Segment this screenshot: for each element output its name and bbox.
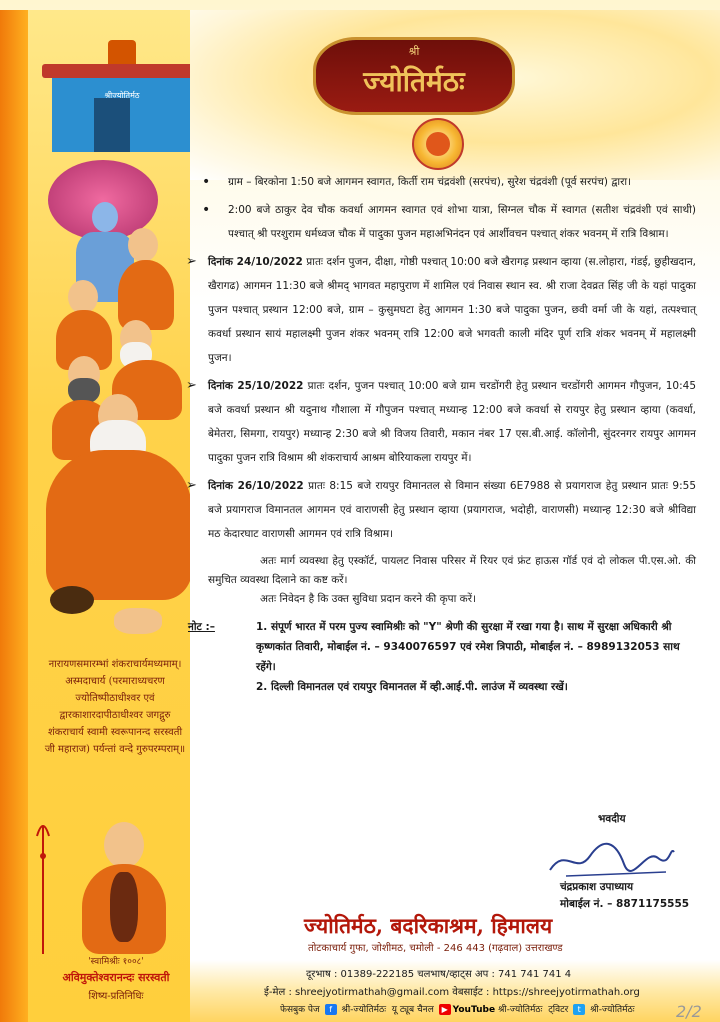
logo-title: ज्योतिर्मठः	[363, 65, 465, 98]
youtube-link[interactable]: श्री-ज्योतिर्मठः	[497, 1005, 543, 1015]
footer-email: ई-मेल : shreejyotirmathah@gmail.com वेबसाईट : https://shreejyotirmathah.org	[264, 987, 640, 998]
feet-detail	[114, 608, 162, 634]
left-saffron-strip	[0, 10, 28, 1022]
math-seal-icon	[412, 118, 464, 170]
portrait-caption-title: 'स्वामिश्रीः १००८'	[88, 957, 144, 967]
list-item: • 2:00 बजे ठाकुर देव चौक कवर्धा आगमन स्वागत एवं शोभा यात्रा, सिग्नल चौक में स्वागत (सतीश चंद्रवंशी एवं साथी) पश्चात् श्री परशुराम धर्मध्वज चौक में पादुका पुजन महाअभिनंदन एवं आर्शीवचन पश्चात् शंकर भवनम् में रात्रि विश्राम।	[186, 198, 696, 246]
page-number: 2/2	[676, 1002, 702, 1021]
note-item-1: 1. संपूर्ण भारत में परम पुज्य स्वामिश्रीः को "Y" श्रेणी की सुरक्षा में रखा गया है। साथ में सुरक्षा अधिकारी श्री कृष्णकांत तिवारी, मोबाईल नं. – 9340076597 एवं रमेश त्रिपाठी, मोबाईल नं. – 8989132053 साथ रहेंगे।	[256, 621, 680, 673]
bullet-icon: •	[202, 202, 211, 218]
note-label: नोट :–	[188, 621, 215, 633]
successor-portrait	[76, 816, 172, 956]
logo-sri: श्री	[408, 45, 420, 58]
itinerary-day: ➢ दिनांक 25/10/2022 प्रातः दर्शन, पुजन पश्चात् 10:00 बजे ग्राम चरडोंगरी हेतु प्रस्थान चरडोंगरी आगमन गौपुजन, 10:45 बजे कवर्धा प्रस्थान श्री यदुनाथ गौशाला में गौपुजन पश्चात् मध्यान्ह 12:00 बजे कवर्धा से रायपुर हेतु प्रस्थान व्हाया (कवर्धा, बेमेतरा, सिमगा, रायपुर) मध्यान्ह 2:30 बजे श्री विजय तिवारी, मकान नंबर 17 एस.बी.आई. कॉलोनी, सुंदरनगर रायपुर आगमन पादुका पुजन रात्रि विश्राम श्री शंकराचार्य आश्रम बोरियाकला रायपुर में।	[186, 374, 696, 470]
request-paragraph: अतः मार्ग व्यवस्था हेतु एस्कॉर्ट, पायलट निवास परिसर में रियर एवं फ्रंट हाऊस गॉर्ड एवं दो लोकल पी.एस.ओ. की समुचित व्यवस्था दिलाने का कष्ट करें।	[208, 555, 696, 586]
temple-sign: श्रीज्योतिर्मठ	[104, 91, 140, 100]
arrow-icon: ➢	[186, 378, 197, 393]
portrait-caption-name: अविमुक्तेश्वरानन्दः सरस्वती	[62, 971, 170, 984]
request-closing: अतः निवेदन है कि उक्त सुविधा प्रदान करने की कृपा करें।	[260, 593, 477, 605]
closing-salutation: भवदीय	[598, 813, 626, 825]
note-section	[186, 617, 696, 697]
footer-title: ज्योतिर्मठ, बदरिकाश्रम, हिमालय	[304, 913, 553, 938]
portrait-caption-role: शिष्य-प्रतिनिधिः	[88, 991, 144, 1002]
guru-parampara-verse: नारायणसमारम्भां शंकराचार्यमध्यमाम्। अस्मदाचार्य (परमाराध्यचरण ज्योतिष्पीठाधीश्वर एवं द्वारकाशारदापीठाधीश्वर जगद्गुरु शंकराचार्य स्वामी स्वरूपानन्द सरस्वती जी महाराज) पर्यन्तां वन्दे गुरुपरम्पराम्॥	[44, 659, 186, 755]
letter-body	[186, 170, 696, 697]
note-item-2: 2. दिल्ली विमानतल एवं रायपुर विमानतल में व्ही.आई.पी. लाउंज में व्यवस्था रखें।	[256, 681, 568, 693]
sidebar-artwork	[28, 10, 190, 1022]
arrow-icon: ➢	[186, 254, 197, 269]
footer-address: तोटकाचार्य गुफा, जोशीमठ, चमोली - 246 443 (गढ़वाल) उत्तराखण्ड	[308, 943, 563, 954]
successor-face	[104, 822, 144, 868]
facebook-icon[interactable]: f	[325, 1004, 337, 1015]
signatory-mobile: मोबाईल नं. – 8871175555	[560, 898, 690, 910]
guru-face-2	[68, 280, 98, 314]
bullet-icon: •	[202, 174, 211, 190]
guru-robe-1	[118, 260, 174, 330]
list-item: • ग्राम – बिरकोना 1:50 बजे आगमन स्वागत, किर्ती राम चंद्रवंशी (सरपंच), सुरेश चंद्रवंशी (पूर्व सरपंच) द्वारा।	[186, 170, 696, 194]
handwritten-signature	[546, 836, 676, 880]
signatory-name: चंद्रप्रकाश उपाध्याय	[560, 881, 634, 893]
temple-illustration	[42, 36, 190, 156]
itinerary-day: ➢ दिनांक 24/10/2022 प्रातः दर्शन पुजन, दीक्षा, गोष्ठी पश्चात् 10:00 बजे खैरागढ़ प्रस्थान व्हाया (स.लोहारा, गंडई, छुहीखदान, खैरागढ) आगमन 11:30 बजे श्रीमद् भागवत महापुराण में शामिल एवं निवास स्थान स्व. श्री राजा देवव्रत सिंह जी के यहां पादुका पुजन पश्चात् प्रस्थान 12:00 बजे, ग्राम – कुसुमघटा हेतु आगमन 1:30 बजे पादुका पुजन, छवी वर्मा जी के यहां, तत्पश्चात् कवर्धा प्रस्थान सायं महालक्ष्मी पुजन शंकर भवनम् रात्रि 12:00 बजे भगवती काली मंदिर पूर्ण रात्रि शंकर भवनम् में महालक्ष्मी पुजन।	[186, 250, 696, 370]
deity-face	[92, 202, 118, 232]
shankaracharya-robe	[46, 450, 190, 600]
itinerary-day: ➢ दिनांक 26/10/2022 प्रातः 8:15 बजे रायपुर विमानतल से विमान संख्या 6E7988 से प्रयागराज हेतु प्रस्थान प्रातः 9:55 बजे प्रयागराज विमानतल आगमन एवं वाराणसी हेतु प्रस्थान व्हाया (प्रयागराज, भदोही, वाराणसी) मध्यान्ह 12:30 बजे श्रीविद्या मठ केदारघाट वाराणसी आगमन एवं रात्रि विश्राम।	[186, 474, 696, 546]
facebook-link[interactable]: श्री-ज्योतिर्मठः	[341, 1005, 387, 1015]
rudraksha-mala	[110, 872, 138, 942]
footer-phone: दूरभाष : 01389-222185 चलभाष/व्हाट्स अप : 741 741 741 4	[306, 969, 572, 980]
twitter-link[interactable]: श्री-ज्योतिर्मठः	[590, 1005, 635, 1015]
trishul-icon	[34, 816, 52, 956]
footer-social-links: फेसबुक पेज f श्री-ज्योतिर्मठः यू ट्यूब चैनल ▶ YouTube श्री-ज्योतिर्मठः ट्विटर t श्री-ज्योतिर्मठः	[280, 1005, 635, 1015]
guru-face-1	[128, 228, 158, 262]
twitter-icon[interactable]: t	[573, 1004, 585, 1015]
arrow-icon: ➢	[186, 478, 197, 493]
kamandalu-icon	[50, 586, 94, 614]
youtube-icon[interactable]: ▶	[439, 1004, 451, 1015]
